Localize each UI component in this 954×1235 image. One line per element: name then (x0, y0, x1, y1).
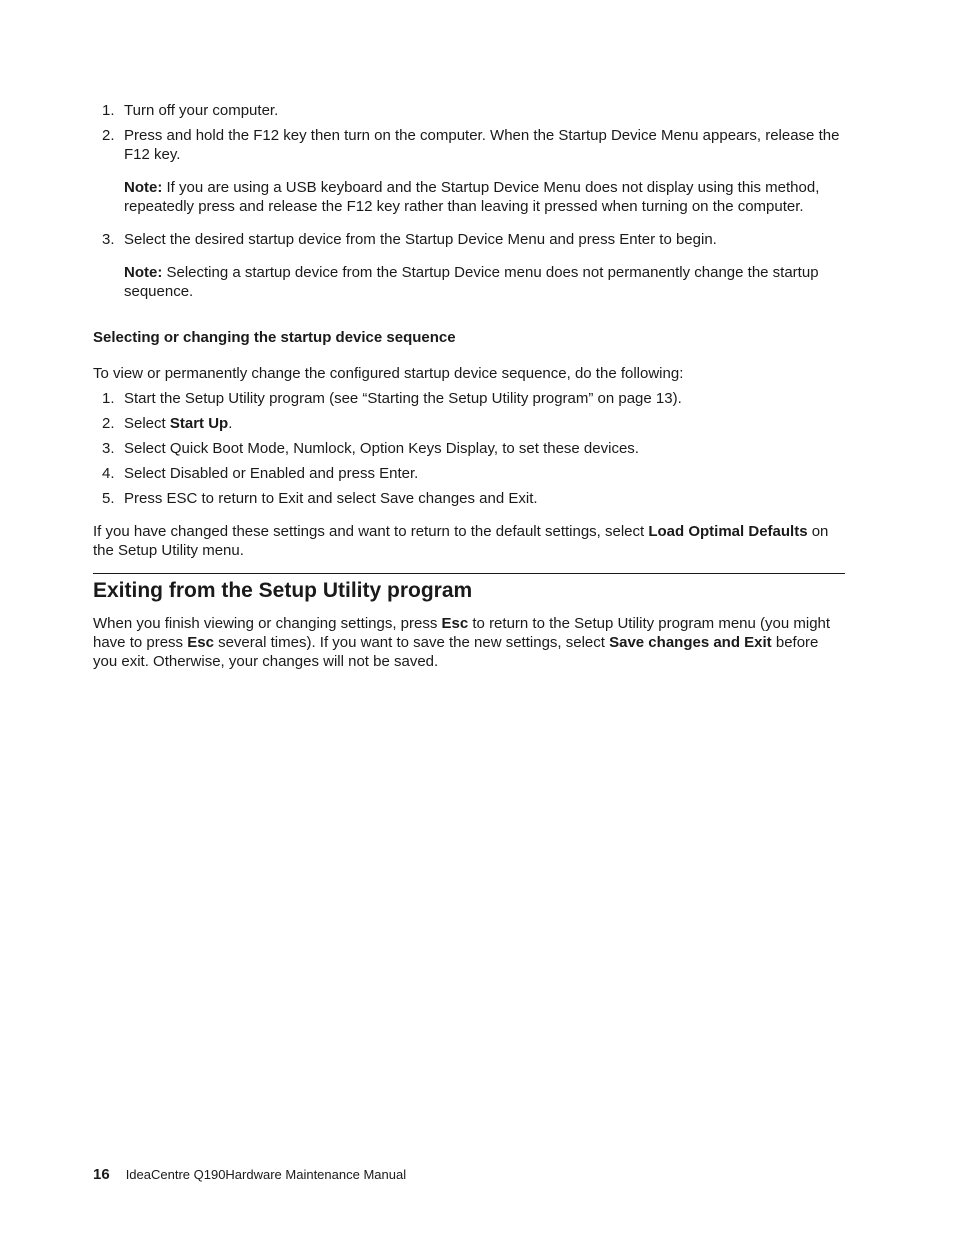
paragraph-bold: Esc (441, 615, 469, 632)
list-number: 1. (102, 390, 115, 407)
note-text: Selecting a startup device from the Startup Device menu does not permanently change the startup sequence. (124, 264, 819, 300)
intro-paragraph: To view or permanently change the configured startup device sequence, do the following: (93, 365, 684, 382)
paragraph-text: before you exit. Otherwise, your changes will not be saved. (93, 634, 819, 670)
list-item (93, 389, 845, 408)
paragraph-text: If you have changed these settings and want to return to the default settings, select (93, 523, 649, 540)
list-number: 4. (102, 465, 115, 482)
list-number: 3. (102, 440, 115, 457)
list-text-post: . (228, 415, 233, 432)
list-text: Turn off your computer. (124, 102, 279, 119)
exit-paragraph (93, 614, 845, 671)
paragraph-bold: Esc (187, 634, 214, 651)
startup-steps-list-continued (93, 230, 845, 249)
list-text: Press and hold the F12 key then turn on the computer. When the Startup Device Menu appears, release the F12 key. (124, 127, 840, 163)
note-label: Note: (124, 264, 163, 281)
page-number: 16 (93, 1166, 110, 1183)
list-number: 5. (102, 490, 115, 507)
list-text: Select Disabled or Enabled and press Enter. (124, 465, 419, 482)
section-title: Exiting from the Setup Utility program (93, 579, 473, 602)
list-number: 2. (102, 415, 115, 432)
list-item (93, 439, 845, 458)
note-usb-keyboard (124, 178, 845, 216)
list-item (93, 101, 845, 120)
paragraph-text: several times). If you want to save the new settings, select (213, 634, 610, 651)
manual-title: IdeaCentre Q190Hardware Maintenance Manual (125, 1167, 407, 1182)
list-text: Start the Setup Utility program (see “Starting the Setup Utility program” on page 13). (124, 390, 682, 407)
list-number: 2. (102, 127, 115, 144)
list-item (93, 489, 845, 508)
paragraph-text: to return to the Setup Utility program menu (you might have to press (93, 615, 831, 651)
sequence-steps-list (93, 389, 845, 508)
paragraph-bold: Save changes and Exit (609, 634, 772, 651)
defaults-paragraph (93, 522, 845, 560)
subheading: Selecting or changing the startup device sequence (93, 329, 456, 346)
paragraph-text: When you finish viewing or changing settings, press (93, 615, 442, 632)
startup-steps-list (93, 101, 845, 164)
list-item (93, 126, 845, 164)
list-text-bold: Start Up (169, 415, 229, 432)
section-divider (93, 573, 845, 574)
list-number: 1. (102, 102, 115, 119)
list-item (93, 230, 845, 249)
list-item (93, 464, 845, 483)
document-body (93, 101, 845, 671)
list-item (93, 414, 845, 433)
list-text: Select the desired startup device from the Startup Device Menu and press Enter to begin. (124, 231, 717, 248)
note-text: If you are using a USB keyboard and the Startup Device Menu does not display using this method, repeatedly press and release the F12 key rather than leaving it pressed when turning on the computer. (124, 179, 820, 215)
note-label: Note: (124, 179, 163, 196)
page-footer (93, 1166, 406, 1184)
note-startup-sequence (124, 263, 845, 301)
paragraph-bold: Load Optimal Defaults (648, 523, 808, 540)
list-number: 3. (102, 231, 115, 248)
paragraph-text: on the Setup Utility menu. (93, 523, 829, 559)
list-text-pre: Select (124, 415, 170, 432)
list-text: Press ESC to return to Exit and select Save changes and Exit. (124, 490, 538, 507)
list-text: Select Quick Boot Mode, Numlock, Option Keys Display, to set these devices. (124, 440, 639, 457)
